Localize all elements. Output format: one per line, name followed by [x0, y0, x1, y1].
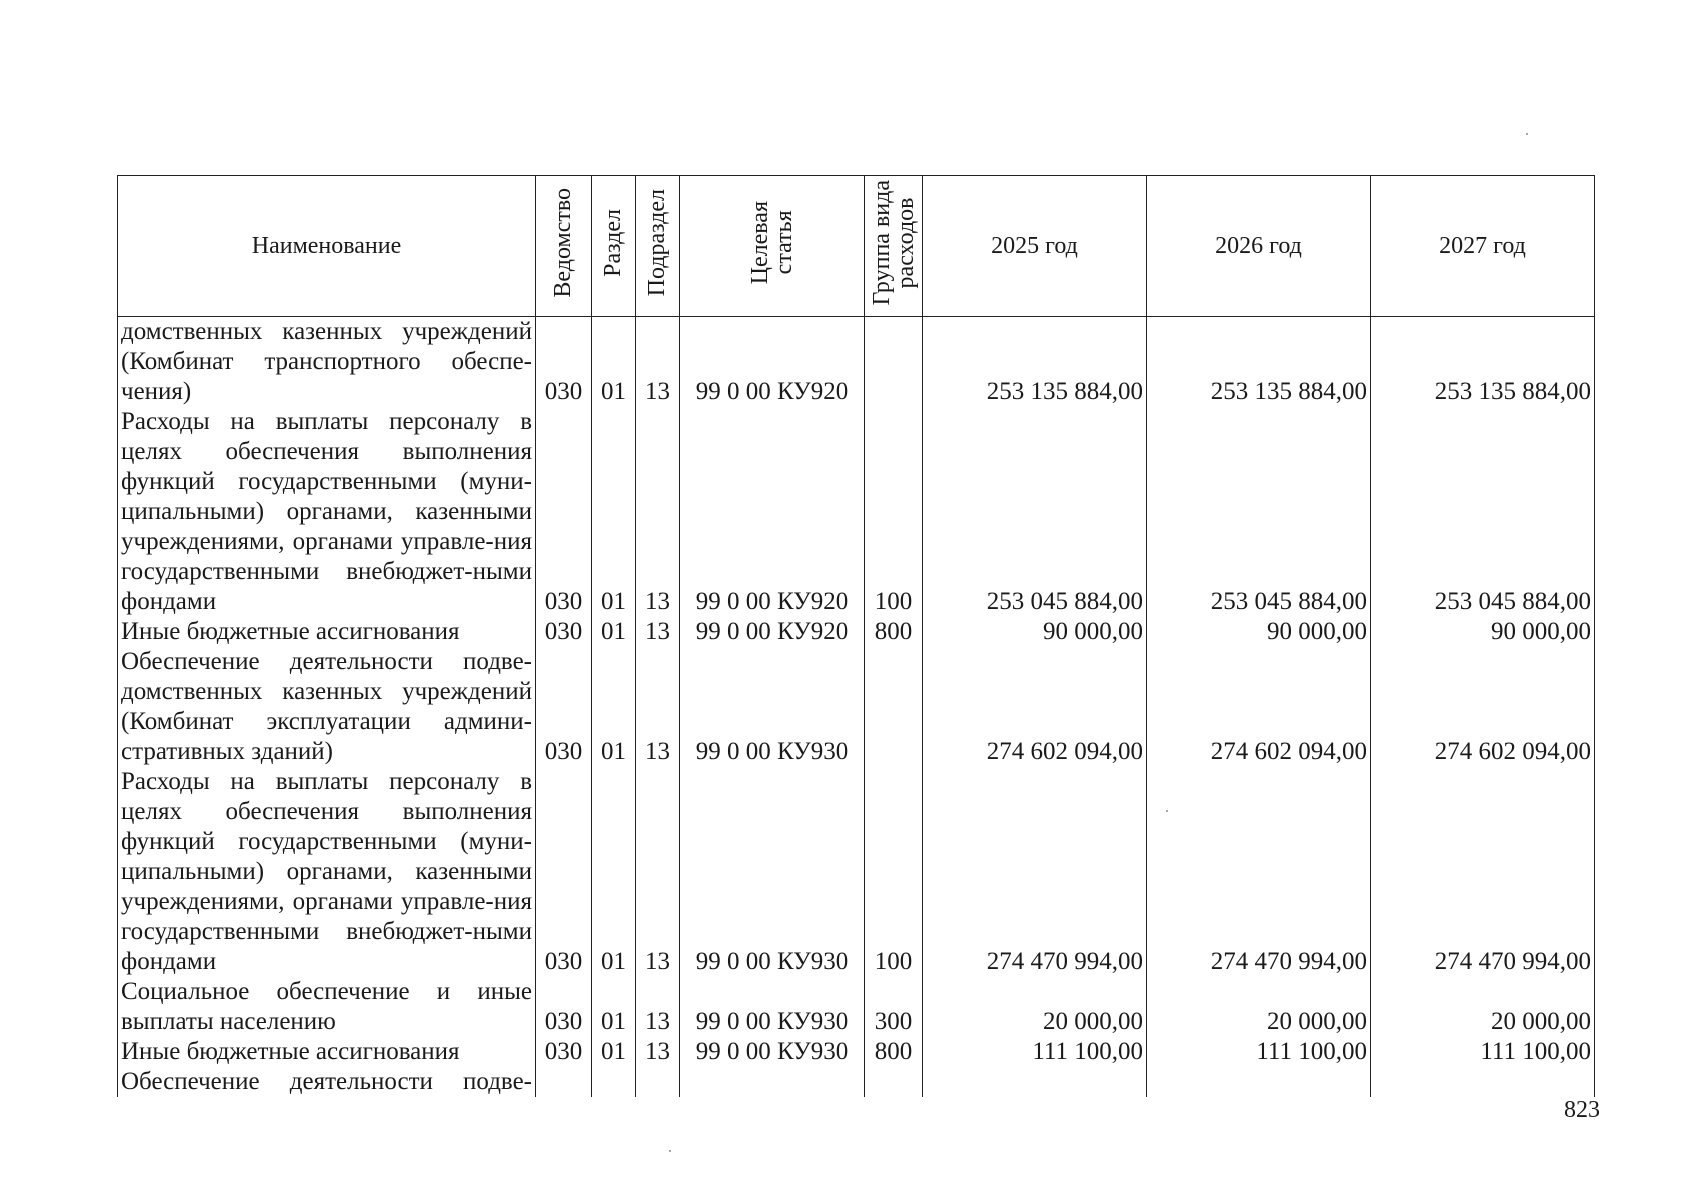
row-2025: 90 000,00 [923, 617, 1147, 647]
row-razdel: 01 [592, 977, 636, 1037]
row-2026: 274 602 094,00 [1147, 647, 1371, 767]
row-vedomstvo: 030 [536, 407, 592, 617]
table-header-row [118, 176, 1595, 317]
header-2025: 2025 год [923, 176, 1147, 317]
row-name: Иные бюджетные ассигнования [118, 617, 536, 647]
row-gruppa [865, 317, 923, 408]
row-vedomstvo [536, 1067, 592, 1097]
row-celevaya: 99 0 00 КУ920 [680, 407, 865, 617]
row-gruppa: 800 [865, 1037, 923, 1067]
row-2026: 111 100,00 [1147, 1037, 1371, 1067]
header-2027: 2027 год [1371, 176, 1595, 317]
table-row [118, 407, 1595, 617]
row-gruppa: 800 [865, 617, 923, 647]
row-2026: 90 000,00 [1147, 617, 1371, 647]
scan-speck [669, 1150, 671, 1152]
row-podrazdel: 13 [636, 647, 680, 767]
scan-speck [1526, 133, 1528, 135]
row-2026: 20 000,00 [1147, 977, 1371, 1037]
table-row [118, 317, 1595, 408]
table-row [118, 1067, 1595, 1097]
row-2027: 111 100,00 [1371, 1037, 1595, 1067]
row-2025: 274 602 094,00 [923, 647, 1147, 767]
header-2026: 2026 год [1147, 176, 1371, 317]
row-2025: 111 100,00 [923, 1037, 1147, 1067]
row-vedomstvo: 030 [536, 617, 592, 647]
row-2025: 20 000,00 [923, 977, 1147, 1037]
row-2025: 274 470 994,00 [923, 767, 1147, 977]
header-gruppa-vida-rashodov: Группа вида расходов [865, 176, 923, 317]
row-vedomstvo: 030 [536, 977, 592, 1037]
row-razdel [592, 1067, 636, 1097]
row-2027: 20 000,00 [1371, 977, 1595, 1037]
row-name: Обеспечение деятельности подве- [118, 1067, 536, 1097]
row-name: Расходы на выплаты персоналу в целях обеспечения выполнения функций государственными (муни-ципальными) органами, казенными учреждениями, органами управле-ния государственными внебюджет-ными фондами [118, 767, 536, 977]
row-2025: 253 135 884,00 [923, 317, 1147, 408]
row-vedomstvo: 030 [536, 647, 592, 767]
header-razdel: Раздел [592, 176, 636, 317]
row-2026: 253 045 884,00 [1147, 407, 1371, 617]
row-2027: 253 135 884,00 [1371, 317, 1595, 408]
row-vedomstvo: 030 [536, 317, 592, 408]
row-name: Расходы на выплаты персоналу в целях обеспечения выполнения функций государственными (муни-ципальными) органами, казенными учреждениями, органами управле-ния государственными внебюджет-ными фондами [118, 407, 536, 617]
row-gruppa: 100 [865, 767, 923, 977]
row-razdel: 01 [592, 317, 636, 408]
header-name: Наименование [118, 176, 536, 317]
row-2027: 253 045 884,00 [1371, 407, 1595, 617]
row-razdel: 01 [592, 617, 636, 647]
row-podrazdel: 13 [636, 977, 680, 1037]
header-vedomstvo: Ведомство [536, 176, 592, 317]
header-celevaya-statya: Целевая статья [680, 176, 865, 317]
row-2025: 253 045 884,00 [923, 407, 1147, 617]
row-2026 [1147, 1067, 1371, 1097]
page-number: 823 [1564, 1097, 1600, 1123]
row-2027: 274 602 094,00 [1371, 647, 1595, 767]
row-gruppa [865, 647, 923, 767]
row-vedomstvo: 030 [536, 767, 592, 977]
table-row [118, 767, 1595, 977]
row-podrazdel: 13 [636, 1037, 680, 1067]
row-celevaya: 99 0 00 КУ920 [680, 617, 865, 647]
table-row [118, 647, 1595, 767]
budget-table [117, 175, 1595, 1097]
row-podrazdel: 13 [636, 767, 680, 977]
row-gruppa [865, 1067, 923, 1097]
table-row [118, 1037, 1595, 1067]
row-2027: 90 000,00 [1371, 617, 1595, 647]
row-2027: 274 470 994,00 [1371, 767, 1595, 977]
row-celevaya: 99 0 00 КУ930 [680, 977, 865, 1037]
row-vedomstvo: 030 [536, 1037, 592, 1067]
row-name: Иные бюджетные ассигнования [118, 1037, 536, 1067]
row-celevaya: 99 0 00 КУ920 [680, 317, 865, 408]
row-celevaya: 99 0 00 КУ930 [680, 767, 865, 977]
header-podrazdel: Подраздел [636, 176, 680, 317]
table-row [118, 977, 1595, 1037]
row-podrazdel [636, 1067, 680, 1097]
row-razdel: 01 [592, 647, 636, 767]
row-celevaya [680, 1067, 865, 1097]
row-2026: 274 470 994,00 [1147, 767, 1371, 977]
table-row [118, 617, 1595, 647]
row-celevaya: 99 0 00 КУ930 [680, 647, 865, 767]
row-razdel: 01 [592, 1037, 636, 1067]
row-razdel: 01 [592, 407, 636, 617]
row-name: Обеспечение деятельности подве-домственных казенных учреждений (Комбинат эксплуатации админи-стративных зданий) [118, 647, 536, 767]
row-podrazdel: 13 [636, 617, 680, 647]
row-gruppa: 300 [865, 977, 923, 1037]
row-razdel: 01 [592, 767, 636, 977]
row-2027 [1371, 1067, 1595, 1097]
scan-speck [1166, 810, 1168, 812]
row-gruppa: 100 [865, 407, 923, 617]
row-podrazdel: 13 [636, 317, 680, 408]
row-2026: 253 135 884,00 [1147, 317, 1371, 408]
row-name: домственных казенных учреждений (Комбинат транспортного обеспе-чения) [118, 317, 536, 408]
row-name: Социальное обеспечение и иные выплаты населению [118, 977, 536, 1037]
row-podrazdel: 13 [636, 407, 680, 617]
row-celevaya: 99 0 00 КУ930 [680, 1037, 865, 1067]
row-2025 [923, 1067, 1147, 1097]
